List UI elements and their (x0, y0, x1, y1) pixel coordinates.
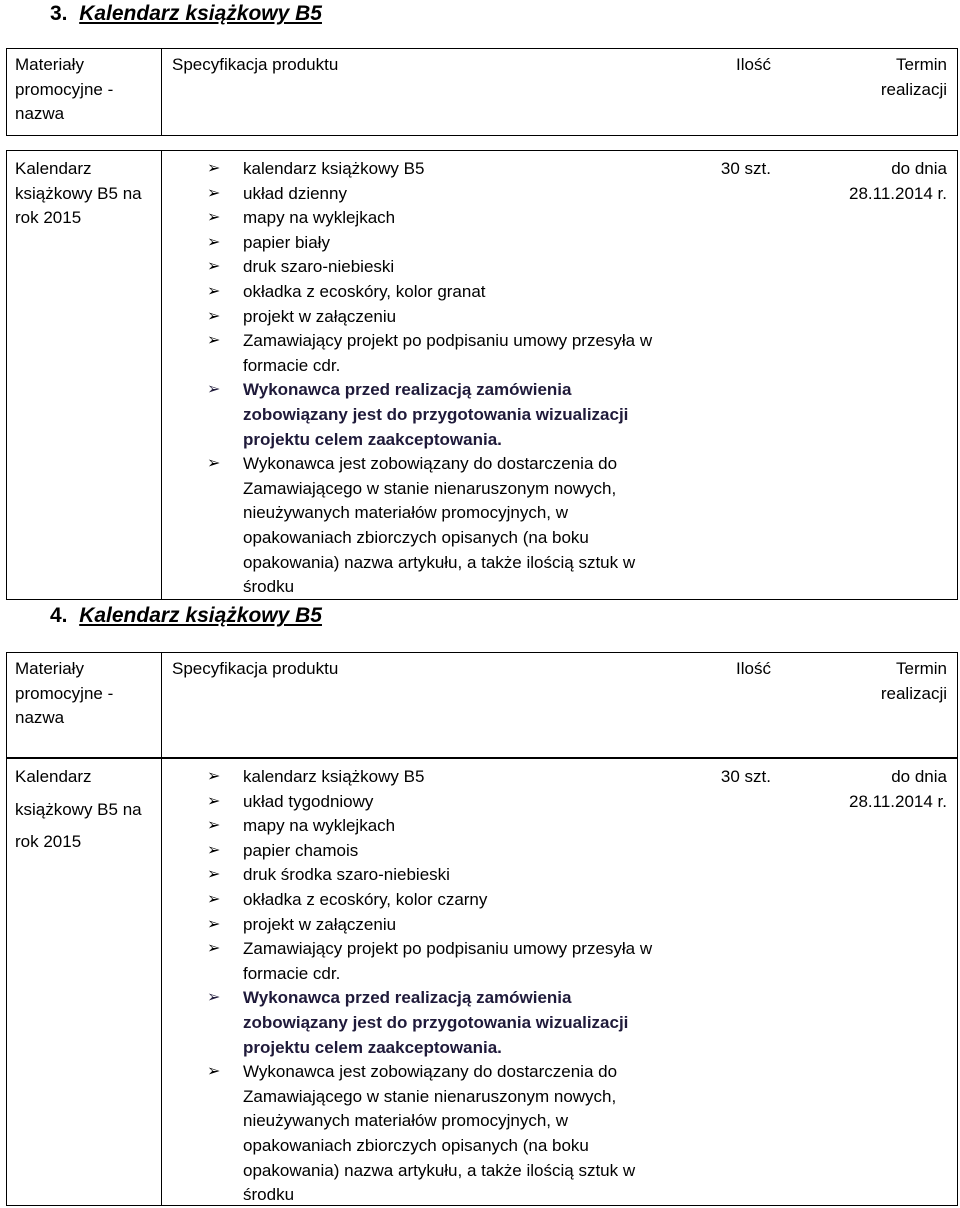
arrow-bullet-icon: ➢ (207, 817, 221, 835)
list-item (207, 157, 677, 182)
arrow-bullet-icon: ➢ (207, 282, 221, 300)
spec-item-text: Wykonawca przed realizacją zamówienia zobowiązany jest do przygotowania wizualizacji projektu celem zaakceptowania. (243, 380, 629, 449)
spec-list (207, 157, 677, 600)
arrow-bullet-icon: ➢ (207, 184, 221, 202)
list-item (207, 790, 677, 815)
section-number: 4. (50, 604, 68, 627)
term-line2: 28.11.2014 r. (849, 183, 947, 203)
list-item (207, 913, 677, 938)
arrow-bullet-icon: ➢ (207, 160, 221, 177)
arrow-bullet-icon: ➢ (207, 1063, 221, 1081)
arrow-bullet-icon: ➢ (207, 915, 221, 933)
list-item (207, 452, 677, 600)
section-title: Kalendarz książkowy B5 (79, 2, 322, 25)
list-item (207, 765, 677, 790)
list-item (207, 329, 677, 378)
header-spec: Specyfikacja produktu (172, 659, 339, 678)
header-term (767, 53, 947, 102)
spec-item-text: mapy na wyklejkach (243, 208, 396, 228)
term-line2: 28.11.2014 r. (849, 791, 947, 811)
spec-item-text: Wykonawca jest zobowiązany do dostarczenia do Zamawiającego w stanie nienaruszonym nowych, nieużywanych materiałów promocyjnych, w opakowaniach zbiorczych opisanych (na boku opakowania) nazwa artykułu, a także ilością sztuk w środku (243, 1062, 636, 1205)
arrow-bullet-icon: ➢ (207, 381, 221, 399)
material-line2: książkowy B5 na (15, 183, 142, 203)
spec-item-text: okładka z ecoskóry, kolor czarny (243, 889, 488, 909)
term-line1: do dnia (891, 767, 947, 786)
spec-item-text: Zamawiający projekt po podpisaniu umowy przesyła w formacie cdr. (243, 331, 653, 375)
header-term-line2: realizacji (880, 79, 947, 99)
spec-item-text: projekt w załączeniu (243, 914, 397, 934)
arrow-bullet-icon: ➢ (207, 455, 221, 473)
arrow-bullet-icon: ➢ (207, 209, 221, 227)
material-line1: Kalendarz (15, 159, 92, 178)
list-item (207, 839, 677, 864)
list-item (207, 888, 677, 913)
list-item (207, 182, 677, 207)
header-term-line2: realizacji (880, 683, 947, 703)
row-qty: 30 szt. (720, 767, 771, 786)
arrow-bullet-icon: ➢ (207, 989, 221, 1007)
spec-item-text: mapy na wyklejkach (243, 816, 396, 836)
arrow-bullet-icon: ➢ (207, 233, 221, 251)
spec-item-text: okładka z ecoskóry, kolor granat (243, 281, 486, 301)
section-4-heading (50, 602, 322, 630)
row-material (15, 765, 159, 855)
material-line3: rok 2015 (15, 208, 82, 228)
spec-item-text: Wykonawca przed realizacją zamówienia zobowiązany jest do przygotowania wizualizacji projektu celem zaakceptowania. (243, 988, 629, 1057)
spec-item-text: kalendarz książkowy B5 (243, 767, 425, 786)
list-item (207, 1060, 677, 1208)
list-item (207, 814, 677, 839)
table-row-4 (6, 758, 958, 1206)
header-term-line1: Termin (895, 659, 947, 678)
arrow-bullet-icon: ➢ (207, 866, 221, 884)
arrow-bullet-icon: ➢ (207, 890, 221, 908)
spec-item-text: Zamawiający projekt po podpisaniu umowy przesyła w formacie cdr. (243, 939, 653, 983)
header-qty: Ilość (736, 659, 771, 678)
arrow-bullet-icon: ➢ (207, 792, 221, 810)
header-term-line1: Termin (895, 55, 947, 74)
header-spec: Specyfikacja produktu (172, 55, 339, 74)
table-header-3 (6, 48, 958, 136)
row-term (767, 157, 947, 206)
table-header-4 (6, 652, 958, 758)
spec-item-text: układ dzienny (243, 183, 347, 203)
list-item (207, 863, 677, 888)
header-materials: Materiały promocyjne - nazwa (15, 659, 114, 728)
section-3-heading (50, 0, 322, 28)
list-item (207, 255, 677, 280)
row-term (767, 765, 947, 814)
list-item (207, 280, 677, 305)
list-item (207, 305, 677, 330)
spec-list (207, 765, 677, 1208)
spec-item-text: Wykonawca jest zobowiązany do dostarczenia do Zamawiającego w stanie nienaruszonym nowych, nieużywanych materiałów promocyjnych, w opakowaniach zbiorczych opisanych (na boku opakowania) nazwa artykułu, a także ilością sztuk w środku (243, 454, 636, 597)
material-line3: rok 2015 (15, 832, 82, 852)
list-item (207, 986, 677, 1060)
spec-item-text: papier biały (243, 232, 330, 252)
spec-item-text: druk środka szaro-niebieski (243, 865, 450, 885)
list-item (207, 231, 677, 256)
arrow-bullet-icon: ➢ (207, 332, 221, 350)
material-line1: Kalendarz (15, 767, 92, 786)
spec-item-text: projekt w załączeniu (243, 306, 397, 326)
term-line1: do dnia (891, 159, 947, 178)
spec-item-text: układ tygodniowy (243, 791, 374, 811)
section-number: 3. (50, 2, 68, 25)
arrow-bullet-icon: ➢ (207, 258, 221, 276)
header-qty: Ilość (736, 55, 771, 74)
row-material (15, 157, 159, 231)
arrow-bullet-icon: ➢ (207, 940, 221, 958)
row-qty: 30 szt. (720, 159, 771, 178)
arrow-bullet-icon: ➢ (207, 841, 221, 859)
spec-item-text: druk szaro-niebieski (243, 257, 395, 277)
list-item (207, 937, 677, 986)
list-item (207, 206, 677, 231)
spec-item-text: papier chamois (243, 840, 359, 860)
arrow-bullet-icon: ➢ (207, 768, 221, 785)
table-row-3 (6, 150, 958, 600)
arrow-bullet-icon: ➢ (207, 307, 221, 325)
header-materials: Materiały promocyjne - nazwa (15, 55, 114, 124)
section-title: Kalendarz książkowy B5 (79, 604, 322, 627)
material-line2: książkowy B5 na (15, 799, 142, 819)
list-item (207, 378, 677, 452)
spec-item-text: kalendarz książkowy B5 (243, 159, 425, 178)
header-term (767, 657, 947, 706)
